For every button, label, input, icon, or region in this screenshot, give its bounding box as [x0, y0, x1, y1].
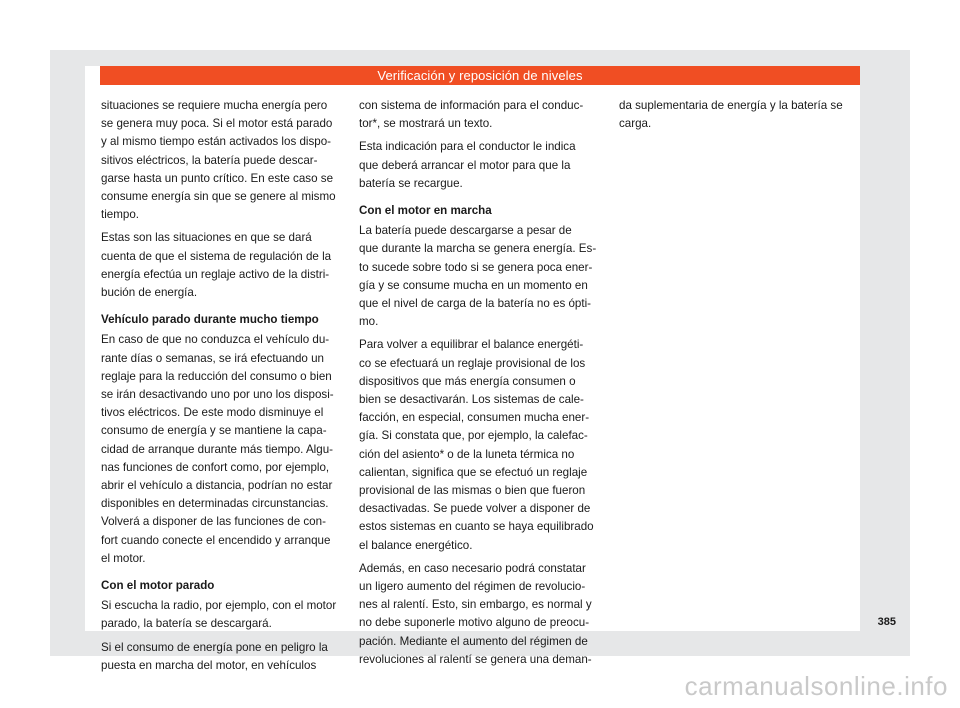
- body-paragraph: Esta indicación para el conductor le indica que deberá arrancar el motor para que la batería se recargue.: [359, 140, 576, 190]
- text-column-2: [359, 97, 603, 674]
- body-paragraph: Si el consumo de energía pone en peligro la puesta en marcha del motor, en vehículos: [101, 640, 328, 672]
- body-paragraph: Además, en caso necesario podrá constatar un ligero aumento del régimen de revolucio- nes al ralentí. Esto, sin embargo, es normal y no debe suponerle motivo alguno de preocu- pación. Mediante el aumento del régimen de revoluciones al ralentí se genera una deman-: [359, 561, 592, 666]
- section-heading: Con el motor parado: [101, 579, 215, 593]
- page-number: 385: [877, 616, 896, 628]
- body-paragraph: La batería puede descargarse a pesar de que durante la marcha se genera energía. Es- to sucede sobre todo si se genera poca ener- gía y se consume mucha en un momento en que el nivel de carga de la batería no es ópti- mo.: [359, 224, 597, 329]
- body-paragraph: situaciones se requiere mucha energía pero se genera muy poca. Si el motor está parado y al mismo tiempo están activados los dispo- sitivos eléctricos, la batería puede descar- garse hasta un punto crítico. En este caso se consume energía sin que se genere al mismo tiempo.: [101, 99, 336, 222]
- body-paragraph: Si escucha la radio, por ejemplo, con el motor parado, la batería se descargará.: [101, 599, 337, 631]
- text-column-3: [619, 97, 863, 138]
- watermark: carmanualsonline.info: [684, 671, 948, 701]
- body-paragraph: con sistema de información para el conduc- tor*, se mostrará un texto.: [359, 99, 584, 131]
- body-paragraph: Estas son las situaciones en que se dará cuenta de que el sistema de regulación de la energía efectúa un reglaje activo de la distri- bución de energía.: [101, 231, 332, 300]
- section-heading: Con el motor en marcha: [359, 204, 492, 218]
- body-paragraph: da suplementaria de energía y la batería se carga.: [619, 99, 843, 131]
- section-header: Verificación y reposición de niveles: [100, 66, 860, 85]
- text-column-1: [101, 97, 345, 680]
- section-heading: Vehículo parado durante mucho tiempo: [101, 313, 319, 327]
- body-paragraph: En caso de que no conduzca el vehículo du- rante días o semanas, se irá efectuando un reglaje para la reducción del consumo o bien se irán desactivando uno por uno los disposi- tivos eléctricos. De este modo disminuye el consumo de energía y se mantiene la capa- cidad de arranque durante más tiempo. Algu- nas funciones de confort como, por ejemplo, abrir el vehículo a distancia, podrían no estar disponibles en determinadas circunstancias. Volverá a disponer de las funciones de con- fort cuando conecte el encendido y arranque el motor.: [101, 333, 334, 565]
- body-paragraph: Para volver a equilibrar el balance energéti- co se efectuará un reglaje provisional de los dispositivos que más energía consumen o bien se desactivarán. Los sistemas de cale- facción, en especial, consumen mucha ener- gía. Si constata que, por ejemplo, la calefac- ción del asiento* o de la luneta térmica no calientan, significa que se efectuó un reglaje provisional de las mismas o bien que fueron desactivadas. Se puede volver a disponer de estos sistemas en cuanto se haya equilibrado el balance energético.: [359, 338, 594, 552]
